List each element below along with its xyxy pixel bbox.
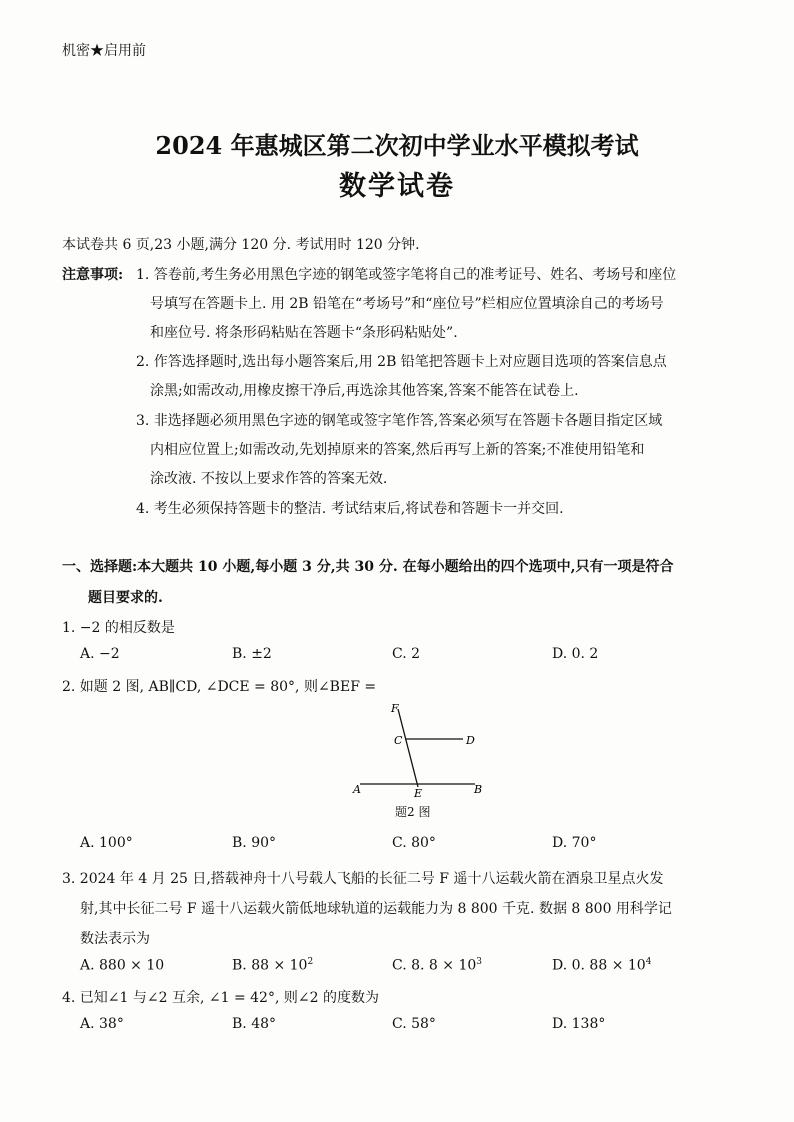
exam-title: 2024 年惠城区第二次初中学业水平模拟考试	[155, 131, 639, 160]
section-heading: 一、选择题:本大题共 10 小题,每小题 3 分,共 30 分. 在每小题给出的四个选项中,只有一项是符合	[62, 559, 674, 575]
q1-option-c: C. 2	[392, 646, 421, 662]
subject-title: 数学试卷	[339, 171, 455, 202]
q4-option-d: D. 138°	[552, 1016, 606, 1032]
q4-option-b: B. 48°	[232, 1016, 277, 1032]
question-2-figure	[345, 700, 495, 800]
notice-line: 内相应位置上;如需改动,先划掉原来的答案,然后再写上新的答案;不准使用铅笔和	[150, 442, 645, 458]
label-e: E	[414, 787, 423, 800]
notice-line: 4. 考生必须保持答题卡的整洁. 考试结束后,将试卷和答题卡一并交回.	[136, 501, 564, 517]
q4-option-a: A. 38°	[80, 1016, 124, 1032]
label-b: B	[474, 783, 483, 796]
figure-caption: 题2 图	[395, 805, 431, 819]
question-3-stem: 3. 2024 年 4 月 25 日,搭载神舟十八号载人飞船的长征二号 F 遥十八运载火箭在酒泉卫星点火发	[62, 871, 664, 887]
line-fe	[398, 709, 418, 787]
notice-line: 和座位号. 将条形码粘贴在答题卡“条形码粘贴处”.	[150, 325, 458, 341]
notice-line: 涂黑;如需改动,用橡皮擦干净后,再选涂其他答案,答案不能答在试卷上.	[150, 383, 579, 399]
q3-option-b: B. $88 \times 10^2$	[232, 957, 314, 974]
q1-option-b: B. ±2	[232, 646, 272, 662]
confidential-mark: 机密★启用前	[62, 43, 146, 59]
question-3-stem-cont: 射,其中长征二号 F 遥十八运载火箭低地球轨道的运载能力为 8 800 千克. 数据 8 800 用科学记	[80, 901, 672, 917]
question-3-stem-cont: 数法表示为	[80, 931, 150, 947]
q3-option-d: D. 0. $88 \times 10^4$	[552, 957, 652, 974]
label-f: F	[391, 702, 399, 715]
q2-option-d: D. 70°	[552, 835, 597, 851]
label-c: C	[394, 734, 403, 747]
notice-line: 2. 作答选择题时,选出每小题答案后,用 2B 铅笔把答题卡上对应题目选项的答案信息点	[136, 354, 667, 370]
notice-line: 涂改液. 不按以上要求作答的答案无效.	[150, 471, 388, 487]
exam-intro: 本试卷共 6 页,23 小题,满分 120 分. 考试用时 120 分钟.	[62, 237, 420, 253]
q3-option-c: C. 8. $8 \times 10^3$	[392, 957, 483, 974]
question-4-stem: 4. 已知∠1 与∠2 互余, ∠1 = 42°, 则∠2 的度数为	[62, 990, 379, 1006]
label-a: A	[353, 783, 361, 796]
label-d: D	[466, 734, 475, 747]
q2-option-c: C. 80°	[392, 835, 436, 851]
section-heading-cont: 题目要求的.	[88, 590, 163, 606]
question-1-stem: 1. −2 的相反数是	[62, 620, 175, 636]
notice-line: 号填写在答题卡上. 用 2B 铅笔在“考场号”和“座位号”栏相应位置填涂自己的考场号	[150, 296, 664, 312]
q3-option-a: A. 880 × 10	[80, 957, 165, 974]
notice-label: 注意事项:	[62, 267, 124, 283]
q1-option-a: A. −2	[80, 646, 120, 662]
notice-line: 1. 答卷前,考生务必用黑色字迹的钢笔或签字笔将自己的准考证号、姓名、考场号和座位	[136, 267, 677, 283]
notice-line: 3. 非选择题必须用黑色字迹的钢笔或签字笔作答,答案必须写在答题卡各题目指定区域	[136, 413, 663, 429]
q2-option-b: B. 90°	[232, 835, 277, 851]
q2-option-a: A. 100°	[80, 835, 133, 851]
q1-option-d: D. 0. 2	[552, 646, 599, 662]
question-2-stem: 2. 如题 2 图, AB∥CD, ∠DCE = 80°, 则∠BEF =	[62, 679, 377, 695]
q4-option-c: C. 58°	[392, 1016, 436, 1032]
